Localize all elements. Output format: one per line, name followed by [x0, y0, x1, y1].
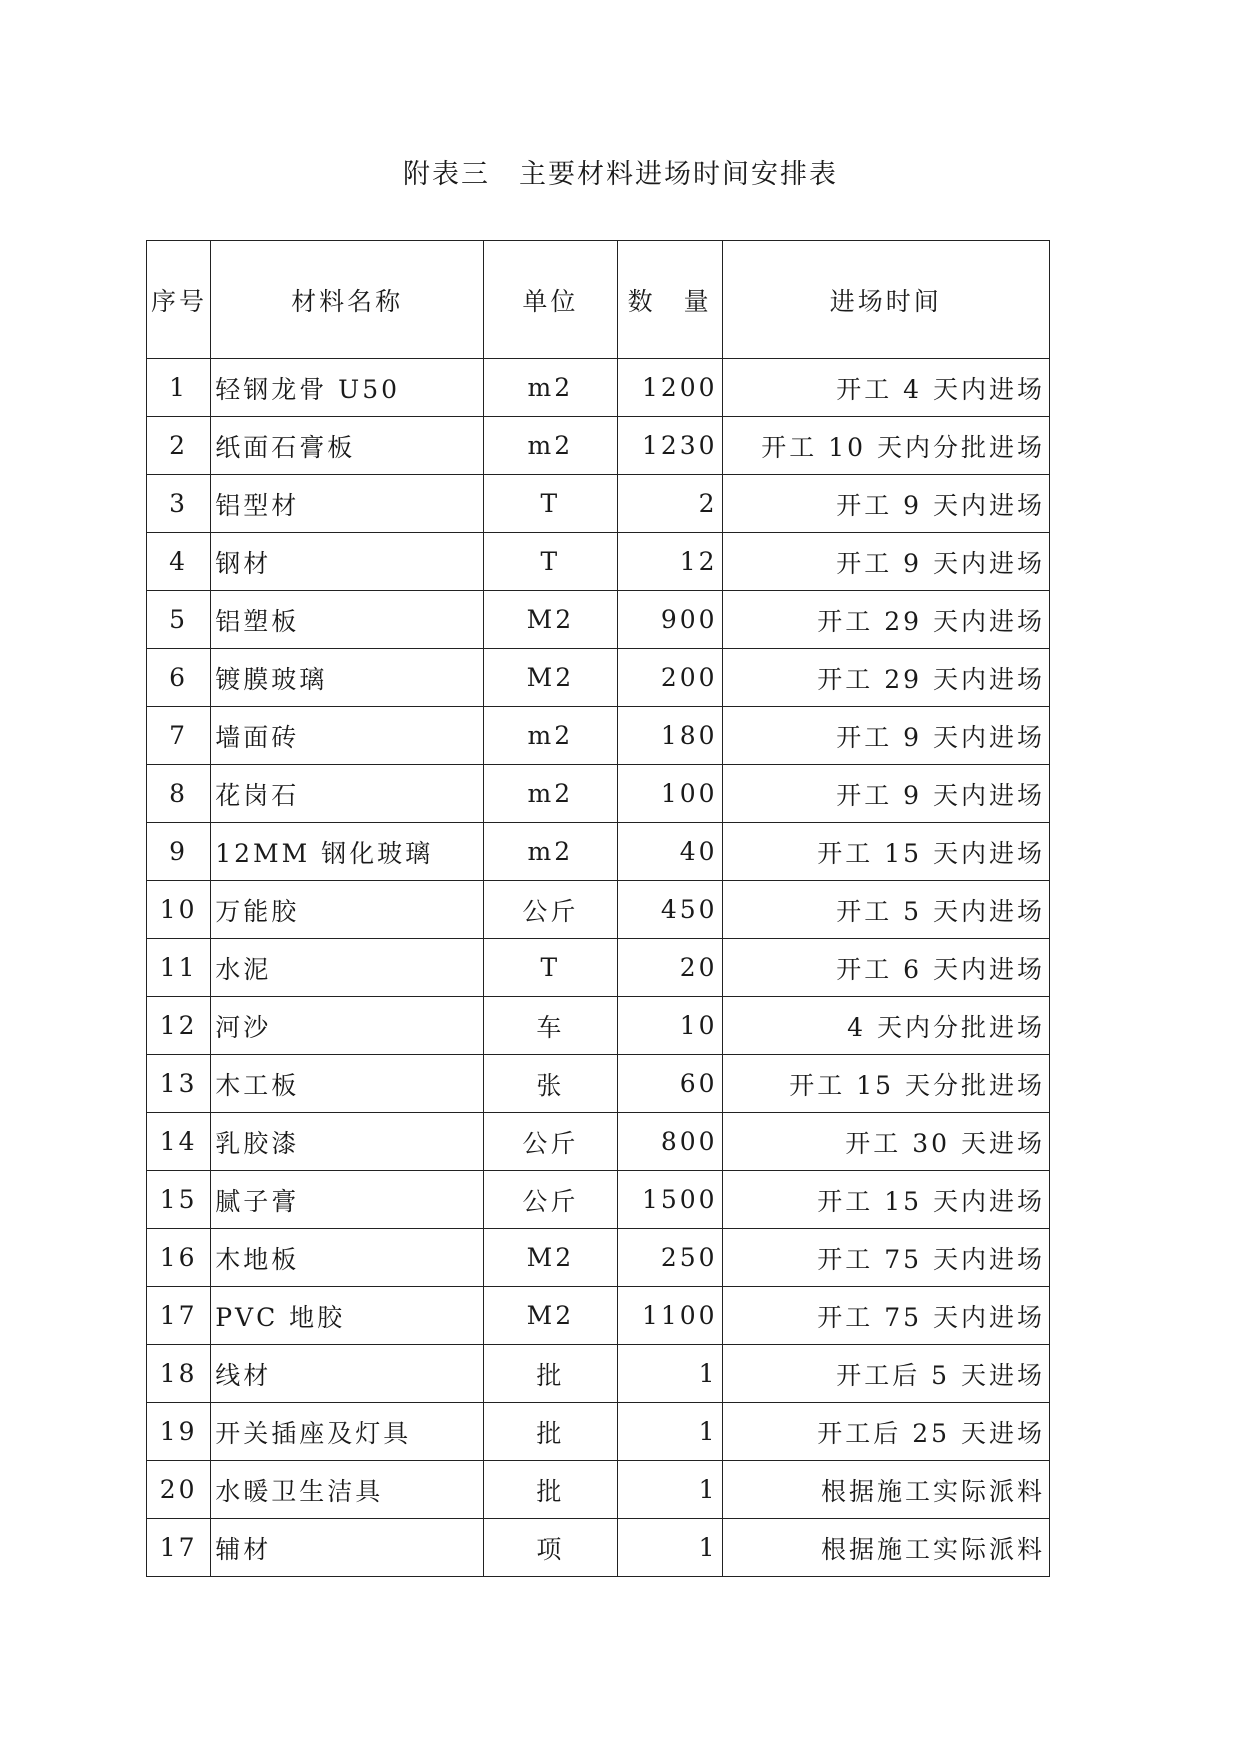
cell-qty: 1	[617, 1519, 722, 1577]
table-row	[147, 417, 1050, 475]
cell-no: 16	[147, 1229, 211, 1287]
cell-time: 开工 9 天内进场	[722, 707, 1049, 765]
cell-no: 4	[147, 533, 211, 591]
cell-qty: 180	[617, 707, 722, 765]
cell-name: 纸面石膏板	[211, 417, 484, 475]
table-row	[147, 765, 1050, 823]
cell-no: 1	[147, 359, 211, 417]
cell-no: 6	[147, 649, 211, 707]
table-row	[147, 1519, 1050, 1577]
cell-qty: 1	[617, 1461, 722, 1519]
cell-name: 腻子膏	[211, 1171, 484, 1229]
cell-unit: T	[484, 533, 618, 591]
cell-qty: 2	[617, 475, 722, 533]
cell-unit: M2	[484, 1287, 618, 1345]
cell-name: 万能胶	[211, 881, 484, 939]
table-row	[147, 359, 1050, 417]
cell-unit: 批	[484, 1461, 618, 1519]
cell-qty: 1100	[617, 1287, 722, 1345]
cell-time: 开工 15 天内进场	[722, 1171, 1049, 1229]
cell-no: 14	[147, 1113, 211, 1171]
cell-time: 开工 4 天内进场	[722, 359, 1049, 417]
cell-time: 开工后 25 天进场	[722, 1403, 1049, 1461]
cell-time: 开工 6 天内进场	[722, 939, 1049, 997]
page-title: 附表三 主要材料进场时间安排表	[403, 159, 838, 190]
cell-no: 17	[147, 1287, 211, 1345]
cell-name: 辅材	[211, 1519, 484, 1577]
cell-time: 根据施工实际派料	[722, 1461, 1049, 1519]
cell-unit: 项	[484, 1519, 618, 1577]
table-row	[147, 1461, 1050, 1519]
cell-no: 12	[147, 997, 211, 1055]
cell-time: 开工 15 天分批进场	[722, 1055, 1049, 1113]
cell-qty: 900	[617, 591, 722, 649]
cell-name: 木工板	[211, 1055, 484, 1113]
cell-no: 9	[147, 823, 211, 881]
table-row	[147, 1229, 1050, 1287]
cell-unit: 张	[484, 1055, 618, 1113]
cell-time: 开工 75 天内进场	[722, 1229, 1049, 1287]
cell-no: 2	[147, 417, 211, 475]
cell-name: PVC 地胶	[211, 1287, 484, 1345]
cell-name: 12MM 钢化玻璃	[211, 823, 484, 881]
table-row	[147, 475, 1050, 533]
table-row	[147, 1055, 1050, 1113]
cell-name: 铝塑板	[211, 591, 484, 649]
cell-unit: M2	[484, 1229, 618, 1287]
cell-time: 开工 29 天内进场	[722, 591, 1049, 649]
cell-time: 开工 30 天进场	[722, 1113, 1049, 1171]
cell-name: 水泥	[211, 939, 484, 997]
cell-unit: 批	[484, 1403, 618, 1461]
cell-unit: T	[484, 939, 618, 997]
cell-no: 5	[147, 591, 211, 649]
cell-time: 开工 9 天内进场	[722, 765, 1049, 823]
cell-qty: 60	[617, 1055, 722, 1113]
cell-time: 4 天内分批进场	[722, 997, 1049, 1055]
cell-time: 开工 15 天内进场	[722, 823, 1049, 881]
header-no: 序号	[147, 241, 211, 359]
cell-unit: 公斤	[484, 881, 618, 939]
cell-no: 3	[147, 475, 211, 533]
cell-unit: 公斤	[484, 1171, 618, 1229]
cell-no: 7	[147, 707, 211, 765]
cell-unit: T	[484, 475, 618, 533]
cell-time: 开工 29 天内进场	[722, 649, 1049, 707]
table-row	[147, 707, 1050, 765]
cell-time: 根据施工实际派料	[722, 1519, 1049, 1577]
cell-qty: 1500	[617, 1171, 722, 1229]
cell-no: 15	[147, 1171, 211, 1229]
cell-qty: 1	[617, 1403, 722, 1461]
cell-no: 8	[147, 765, 211, 823]
header-time: 进场时间	[722, 241, 1049, 359]
cell-qty: 1200	[617, 359, 722, 417]
cell-name: 花岗石	[211, 765, 484, 823]
cell-no: 10	[147, 881, 211, 939]
cell-unit: m2	[484, 765, 618, 823]
cell-unit: 车	[484, 997, 618, 1055]
cell-unit: m2	[484, 707, 618, 765]
cell-time: 开工 9 天内进场	[722, 533, 1049, 591]
cell-name: 钢材	[211, 533, 484, 591]
cell-no: 20	[147, 1461, 211, 1519]
cell-unit: M2	[484, 591, 618, 649]
table-row	[147, 997, 1050, 1055]
cell-name: 水暖卫生洁具	[211, 1461, 484, 1519]
cell-no: 13	[147, 1055, 211, 1113]
cell-qty: 1230	[617, 417, 722, 475]
cell-unit: m2	[484, 417, 618, 475]
header-qty: 数 量	[617, 241, 722, 359]
cell-time: 开工 75 天内进场	[722, 1287, 1049, 1345]
header-name: 材料名称	[211, 241, 484, 359]
table-header-row	[147, 241, 1050, 359]
cell-name: 铝型材	[211, 475, 484, 533]
cell-name: 轻钢龙骨 U50	[211, 359, 484, 417]
cell-qty: 200	[617, 649, 722, 707]
cell-time: 开工后 5 天进场	[722, 1345, 1049, 1403]
materials-table	[146, 240, 1050, 1577]
table-row	[147, 1403, 1050, 1461]
cell-no: 18	[147, 1345, 211, 1403]
cell-qty: 250	[617, 1229, 722, 1287]
table-row	[147, 939, 1050, 997]
table-row	[147, 1287, 1050, 1345]
table-row	[147, 649, 1050, 707]
cell-name: 木地板	[211, 1229, 484, 1287]
table-row	[147, 1171, 1050, 1229]
table-row	[147, 1345, 1050, 1403]
cell-time: 开工 9 天内进场	[722, 475, 1049, 533]
cell-qty: 450	[617, 881, 722, 939]
table-row	[147, 881, 1050, 939]
cell-qty: 10	[617, 997, 722, 1055]
cell-no: 17	[147, 1519, 211, 1577]
cell-unit: m2	[484, 359, 618, 417]
cell-unit: M2	[484, 649, 618, 707]
cell-name: 镀膜玻璃	[211, 649, 484, 707]
cell-name: 乳胶漆	[211, 1113, 484, 1171]
cell-time: 开工 10 天内分批进场	[722, 417, 1049, 475]
table-row	[147, 823, 1050, 881]
cell-unit: 批	[484, 1345, 618, 1403]
table-row	[147, 1113, 1050, 1171]
cell-name: 线材	[211, 1345, 484, 1403]
table-row	[147, 533, 1050, 591]
cell-qty: 40	[617, 823, 722, 881]
cell-name: 河沙	[211, 997, 484, 1055]
cell-unit: 公斤	[484, 1113, 618, 1171]
cell-time: 开工 5 天内进场	[722, 881, 1049, 939]
cell-unit: m2	[484, 823, 618, 881]
cell-qty: 12	[617, 533, 722, 591]
header-unit: 单位	[484, 241, 618, 359]
cell-qty: 1	[617, 1345, 722, 1403]
cell-name: 开关插座及灯具	[211, 1403, 484, 1461]
cell-qty: 800	[617, 1113, 722, 1171]
table-row	[147, 591, 1050, 649]
cell-no: 11	[147, 939, 211, 997]
cell-name: 墙面砖	[211, 707, 484, 765]
cell-no: 19	[147, 1403, 211, 1461]
cell-qty: 20	[617, 939, 722, 997]
cell-qty: 100	[617, 765, 722, 823]
